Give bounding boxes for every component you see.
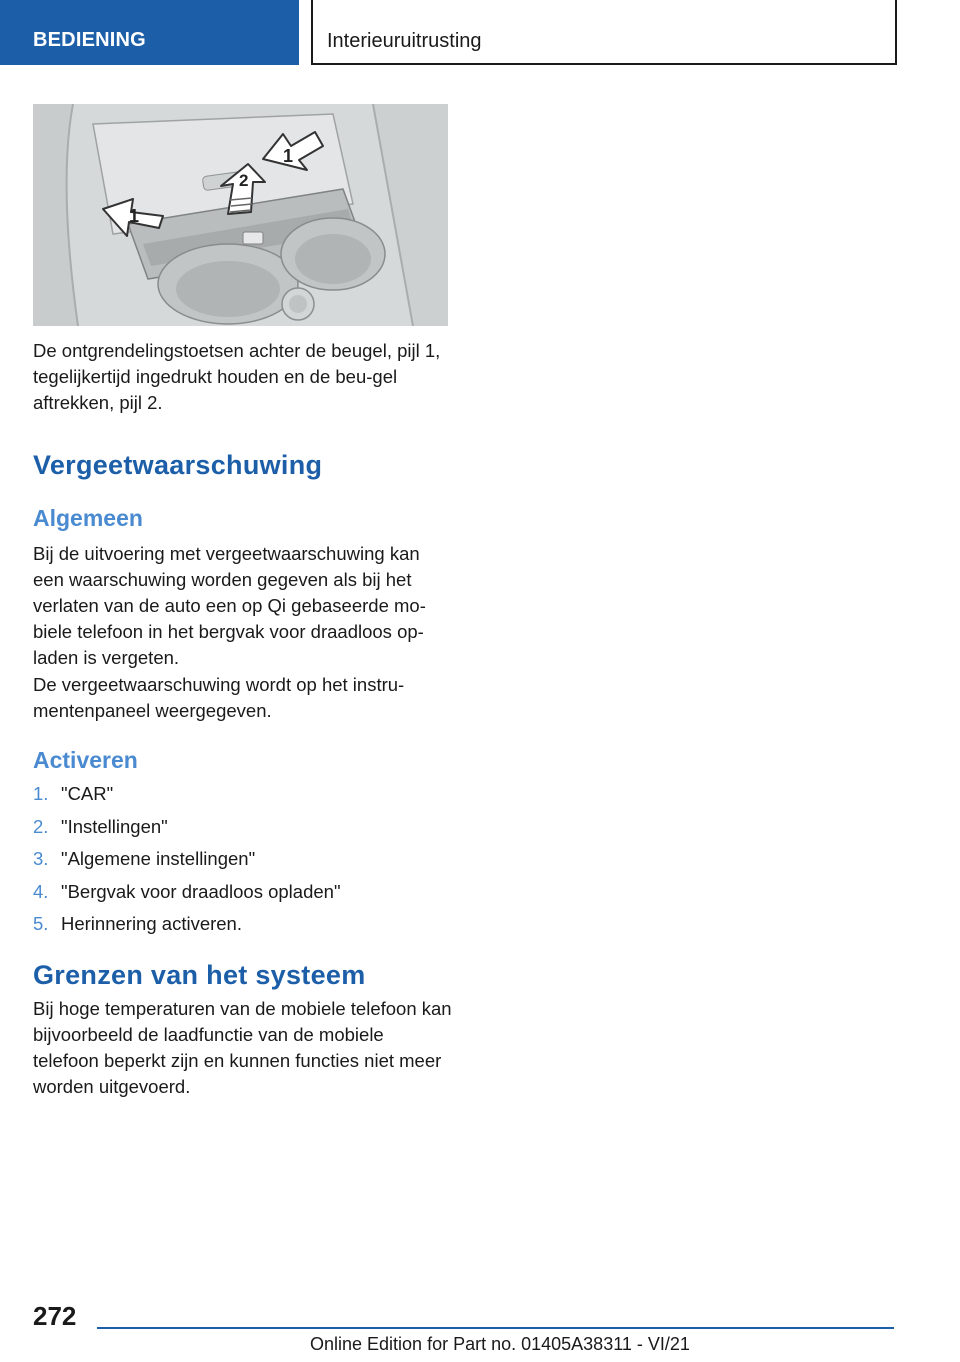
console-illustration	[33, 104, 448, 326]
step-text: "Bergvak voor draadloos opladen"	[61, 880, 341, 902]
console-drawing	[33, 104, 448, 326]
header-section-tab	[0, 0, 299, 65]
step-number: 3.	[33, 848, 49, 869]
list-item	[33, 846, 453, 879]
header-chapter-box	[311, 0, 897, 65]
step-number: 5.	[33, 913, 49, 934]
general-paragraph-1: Bij de uitvoering met vergeetwaarschuwing kan een waarschuwing worden gegeven als bij het verlaten van de auto een op Qi gebaseerde mo-biele telefoon in het bergvak voor draadloos op-laden is vergeten.	[33, 543, 426, 668]
activation-steps	[33, 781, 453, 944]
header-chapter-title: Interieuruitrusting	[327, 30, 482, 52]
step-text: Herinnering activeren.	[61, 913, 242, 934]
limits-paragraph: Bij hoge temperaturen van de mobiele telefoon kan bijvoorbeeld de laadfunctie van de mobiele telefoon beperkt zijn en kunnen functies niet meer worden uitgevoerd.	[33, 998, 452, 1097]
list-item	[33, 879, 453, 912]
step-text: "CAR"	[61, 783, 114, 804]
svg-text:1: 1	[129, 206, 140, 226]
list-item	[33, 911, 453, 944]
step-text: "Algemene instellingen"	[61, 848, 256, 869]
list-item	[33, 814, 453, 847]
heading-algemeen: Algemeen	[33, 505, 143, 531]
footer-edition: Online Edition for Part no. 01405A38311 - VI/21	[310, 1334, 690, 1354]
heading-vergeetwaarschuwing: Vergeetwaarschuwing	[33, 450, 323, 480]
step-number: 1.	[33, 783, 49, 804]
heading-grenzen: Grenzen van het systeem	[33, 960, 366, 990]
heading-activeren: Activeren	[33, 747, 138, 773]
step-number: 4.	[33, 880, 49, 902]
list-item	[33, 781, 453, 814]
step-number: 2.	[33, 815, 49, 837]
page-number: 272	[33, 1301, 77, 1331]
step-text: "Instellingen"	[61, 815, 168, 837]
intro-paragraph: De ontgrendelingstoetsen achter de beugel, pijl 1, tegelijkertijd ingedrukt houden en de beu-gel aftrekken, pijl 2.	[33, 340, 441, 413]
svg-text:2: 2	[239, 171, 249, 190]
header-section-title: BEDIENING	[33, 29, 146, 51]
svg-text:1: 1	[283, 146, 294, 166]
footer-divider	[97, 1327, 894, 1329]
general-paragraph-2: De vergeetwaarschuwing wordt op het instru-mentenpaneel weergegeven.	[33, 674, 405, 721]
